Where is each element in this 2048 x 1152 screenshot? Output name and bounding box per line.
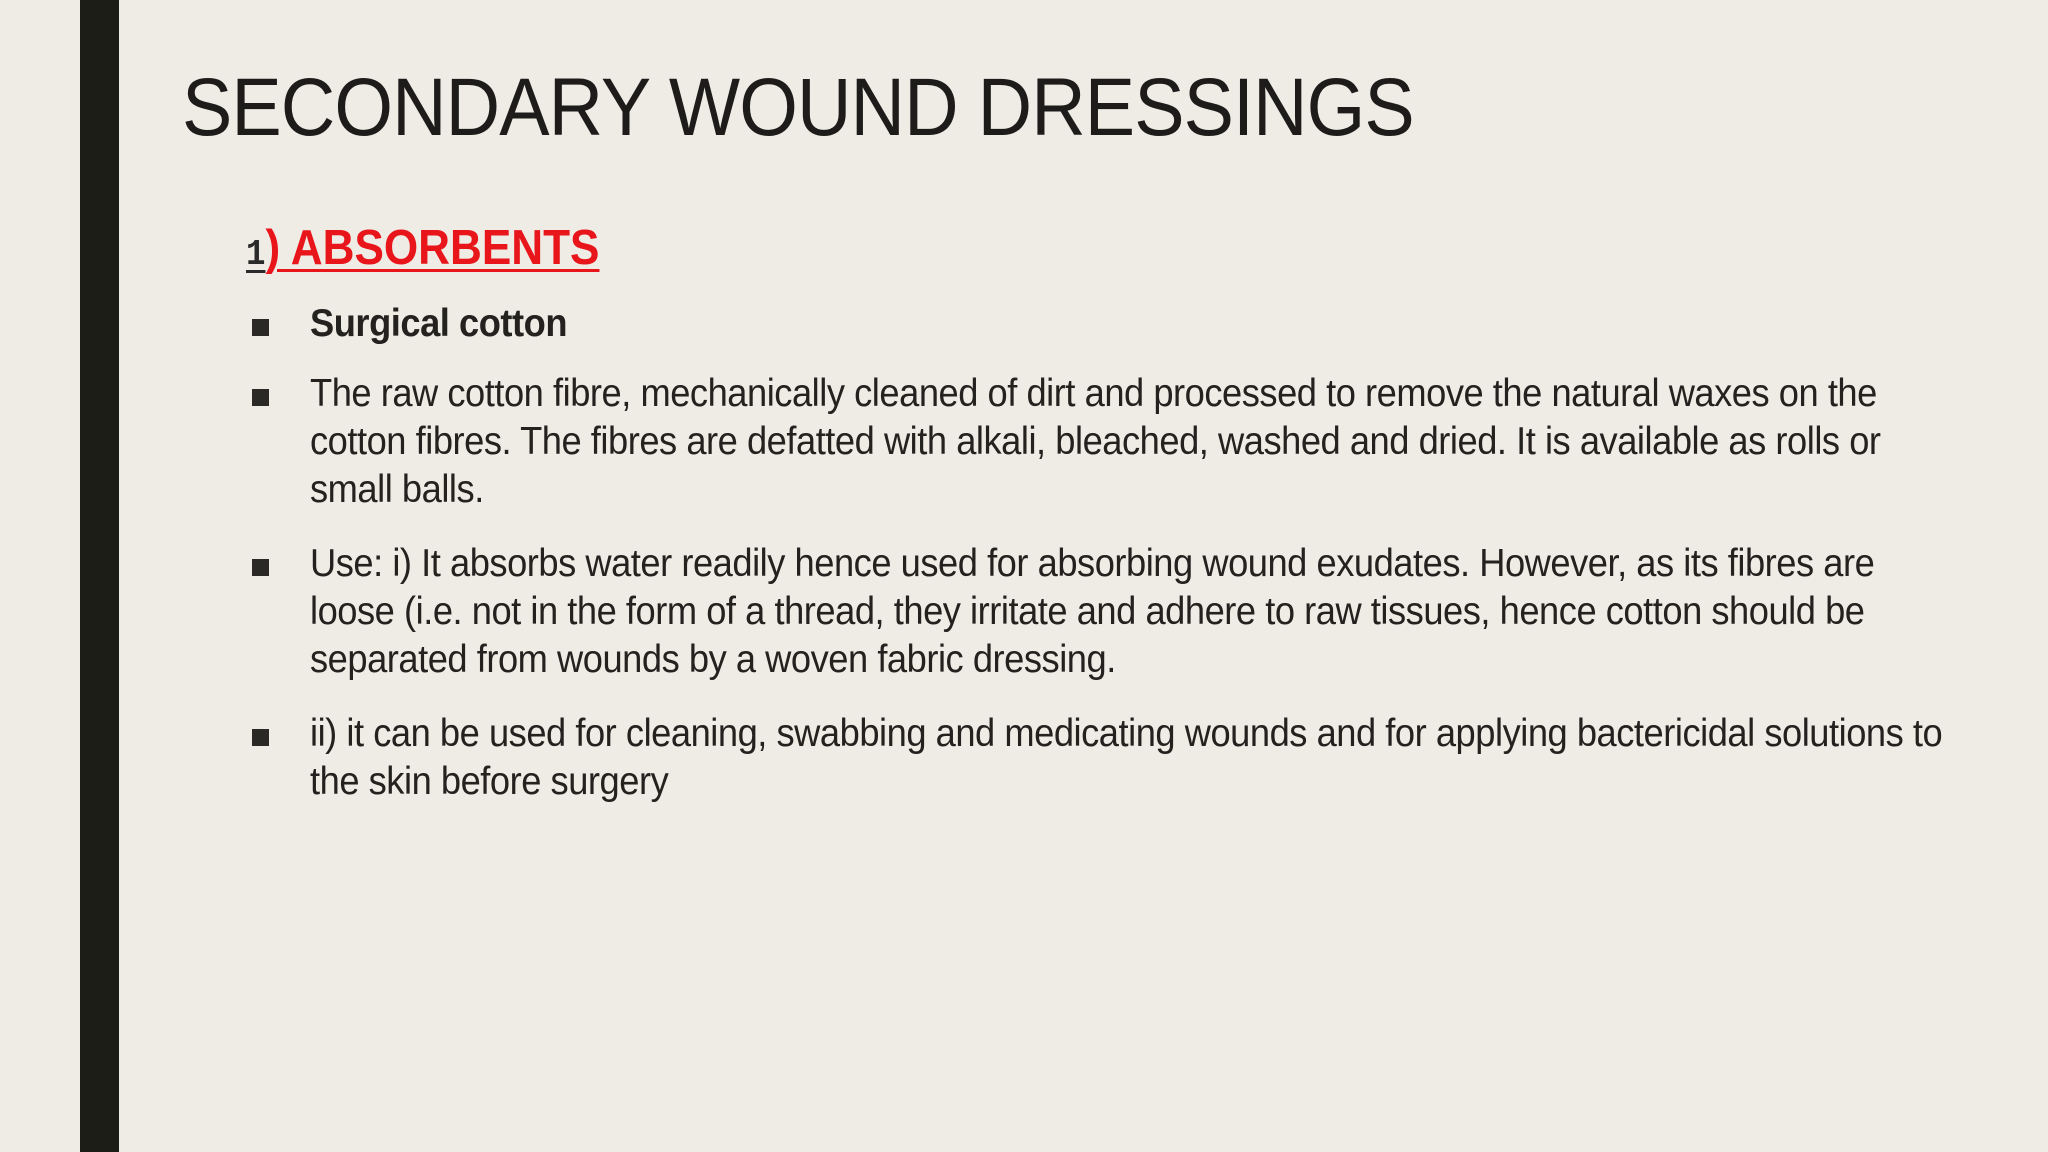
bullet-text: Surgical cotton <box>310 302 568 345</box>
bullet-item-surgical-cotton <box>246 300 1966 348</box>
bullet-text: Use: i) It absorbs water readily hence used for absorbing wound exudates. However, as its fibres are loose (i.e. not in the form of a thread, they irritate and adhere to raw tissues, hence cotton should be separated from wounds by a woven fabric dressing. <box>310 542 1875 681</box>
bullet-item-use-1 <box>246 540 1966 684</box>
bullet-text: ii) it can be used for cleaning, swabbing and medicating wounds and for applying bactericidal solutions to the skin before surgery <box>310 712 1943 803</box>
square-bullet-icon <box>252 559 269 576</box>
bullet-text: The raw cotton fibre, mechanically cleaned of dirt and processed to remove the natural waxes on the cotton fibres. The fibres are defatted with alkali, bleached, washed and dried. It is available as rolls or small balls. <box>310 372 1881 511</box>
square-bullet-icon <box>252 319 269 336</box>
slide-title: SECONDARY WOUND DRESSINGS <box>182 62 1414 153</box>
bullet-item-description <box>246 370 1966 514</box>
section-number: 1 <box>246 234 266 275</box>
square-bullet-icon <box>252 729 269 746</box>
section-label: ) ABSORBENTS <box>265 221 600 275</box>
bullet-list <box>246 300 1966 832</box>
square-bullet-icon <box>252 389 269 406</box>
section-heading <box>246 218 599 285</box>
slide-side-bar <box>80 0 119 1152</box>
bullet-item-use-2 <box>246 710 1966 806</box>
